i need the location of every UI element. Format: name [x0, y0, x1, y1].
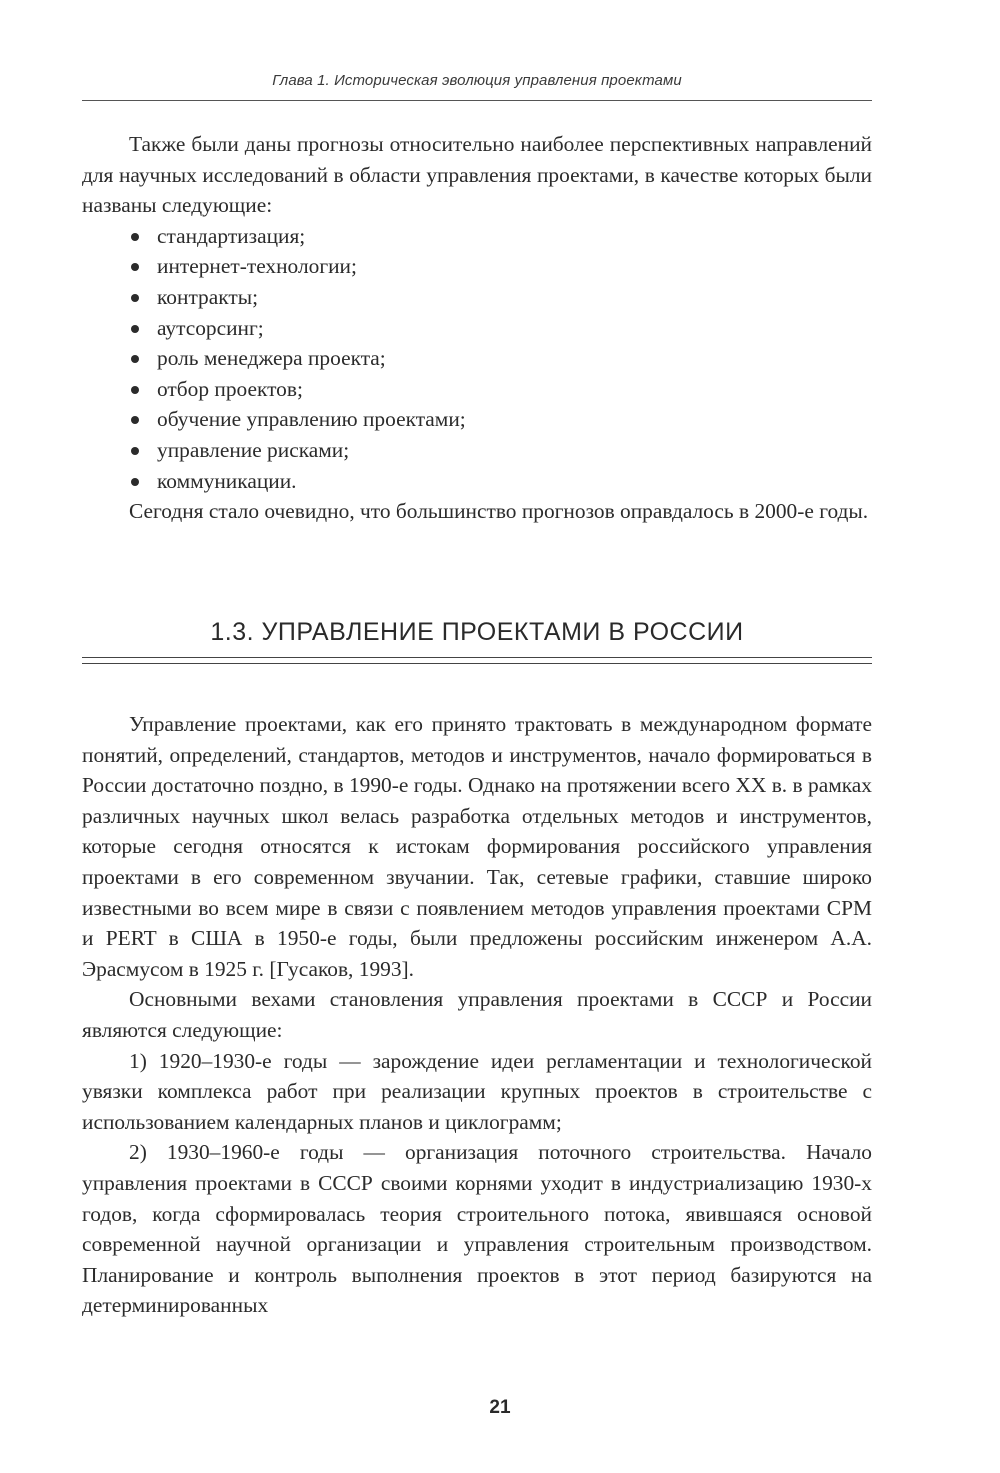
section-paragraph: Основными вехами становления управления проектами в СССР и России являются следующие: [82, 987, 872, 1042]
bullet-icon [131, 478, 139, 486]
intro-block [82, 129, 872, 527]
section-paragraph: 1) 1920–1930-е годы — зарождение идеи регламентации и технологической увязки комплекса работ при реализации крупных проектов в строительстве с использованием календарных планов и циклограмм; [82, 1048, 872, 1134]
list-item: интернет-технологии; [129, 251, 872, 282]
running-head: Глава 1. Историческая эволюция управления проектами [272, 72, 682, 89]
list-item: отбор проектов; [129, 374, 872, 405]
bullet-icon [131, 355, 139, 363]
section-title: 1.3. УПРАВЛЕНИЕ ПРОЕКТАМИ В РОССИИ [210, 618, 744, 646]
section-rule-top [82, 657, 872, 658]
list-item: контракты; [129, 282, 872, 313]
section-rule-bottom [82, 663, 872, 664]
list-item: роль менеджера проекта; [129, 343, 872, 374]
forecast-list [82, 221, 872, 496]
bullet-icon [131, 233, 139, 241]
bullet-icon [131, 386, 139, 394]
bullet-icon [131, 325, 139, 333]
bullet-icon [131, 263, 139, 271]
list-item: коммуникации. [129, 466, 872, 497]
section-paragraph: 2) 1930–1960-е годы — организация поточного строительства. Начало управления проектами в СССР своими корнями уходит в индустриализацию 1930-х годов, когда сформировалась теория строительного потока, явившаяся основой современной научной организации и управления строительным производством. Планирование и контроль выполнения проектов в этот период базируются на детерминированных [82, 1140, 872, 1318]
section-paragraph: Управление проектами, как его принято трактовать в международном формате понятий, определений, стандартов, методов и инструментов, начало формироваться в России достаточно поздно, в 1990-е годы. Однако на протяжении всего XX в. в рамках различных научных школ велась разработка отдельных методов и инструментов, которые сегодня относятся к истокам формирования российского управления проектами в его современном звучании. Так, сетевые графики, ставшие широко известными во всем мире в связи с появлением методов управления проектами CPM и PERT в США в 1950-е годы, были предложены российским инженером А.А. Эрасмусом в 1925 г. [Гусаков, 1993]. [82, 712, 872, 981]
list-item: управление рисками; [129, 435, 872, 466]
bullet-icon [131, 447, 139, 455]
bullet-icon [131, 294, 139, 302]
intro-conclusion: Сегодня стало очевидно, что большинство прогнозов оправдалось в 2000-е годы. [129, 499, 869, 524]
bullet-icon [131, 416, 139, 424]
running-head-rule [82, 100, 872, 101]
intro-paragraph: Также были даны прогнозы относительно наиболее перспективных направлений для научных исследований в области управления проектами, в качестве которых были названы следующие: [82, 132, 872, 218]
list-item: обучение управлению проектами; [129, 404, 872, 435]
section-body [82, 709, 872, 1321]
list-item: стандартизация; [129, 221, 872, 252]
list-item: аутсорсинг; [129, 313, 872, 344]
page-number: 21 [489, 1397, 511, 1418]
